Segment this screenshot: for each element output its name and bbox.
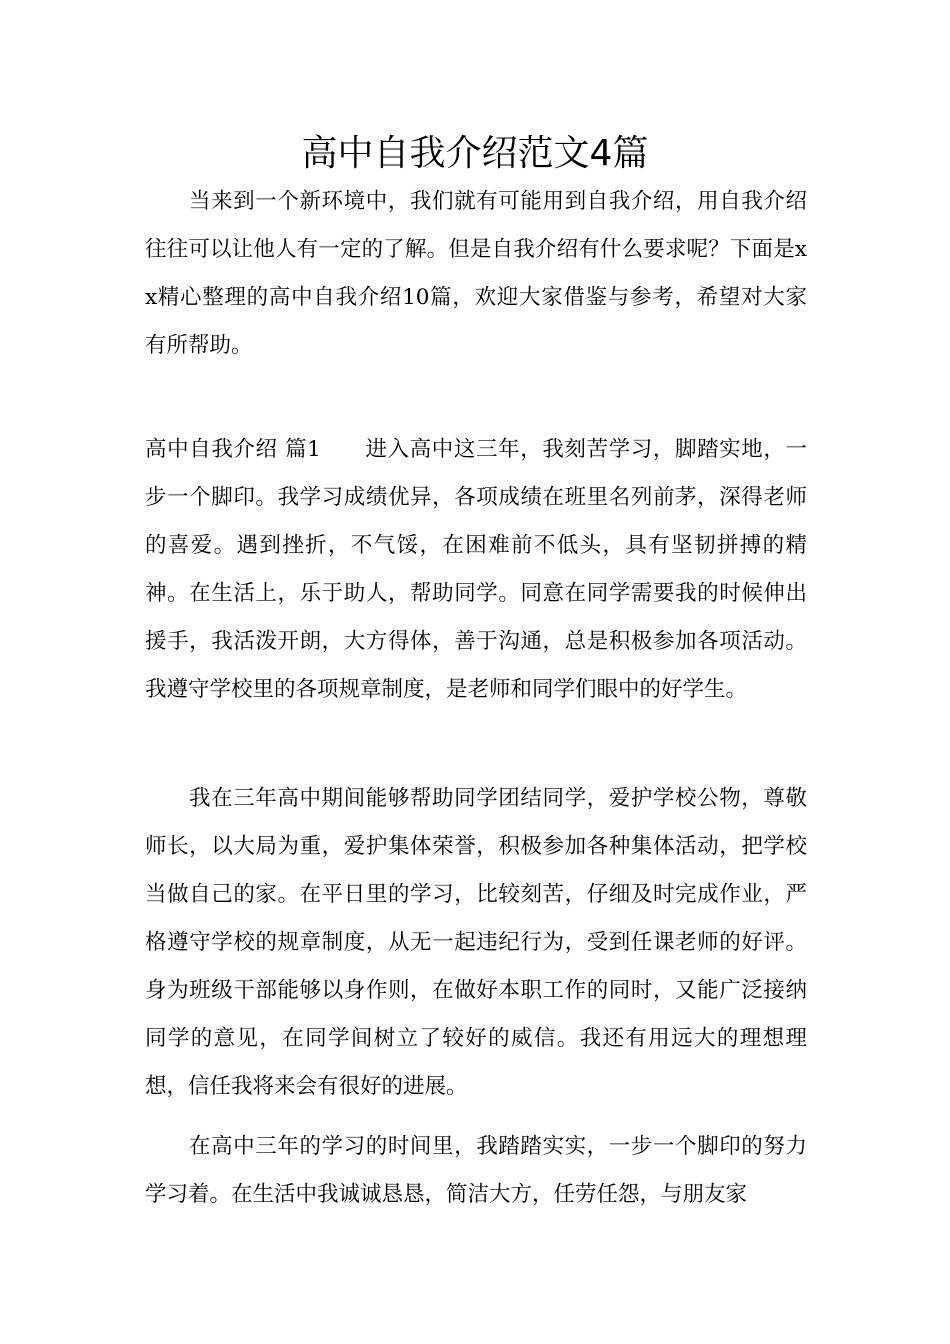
intro-paragraph: 当来到一个新环境中，我们就有可能用到自我介绍，用自我介绍往往可以让他人有一定的了解。但是自我介绍有什么要求呢？下面是xx精心整理的高中自我介绍10篇，欢迎大家借鉴与参考，希望对大家有所帮助。: [145, 189, 807, 358]
section1-paragraph-2: 我在三年高中期间能够帮助同学团结同学，爱护学校公物，尊敬师长，以大局为重，爱护集体荣誉，积极参加各种集体活动，把学校当做自己的家。在平日里的学习，比较刻苦，仔细及时完成作业，严格遵守学校的规章制度，从无一起违纪行为，受到任课老师的好评。身为班级干部能够以身作则，在做好本职工作的同时，又能广泛接纳同学的意见，在同学间树立了较好的威信。我还有用远大的理想理想，信任我将来会有很好的进展。: [145, 786, 807, 1099]
document-title: 高中自我介绍范文4篇: [301, 133, 649, 174]
section1-first-paragraph: [145, 426, 807, 714]
section1-paragraph-3: 在高中三年的学习的时间里，我踏踏实实，一步一个脚印的努力学习着。在生活中我诚诚恳恳，简洁大方，任劳任怨，与朋友家: [145, 1134, 807, 1207]
section1-paragraph-1-text: 进入高中这三年，我刻苦学习，脚踏实地，一步一个脚印。我学习成绩优异，各项成绩在班里名列前茅，深得老师的喜爱。遇到挫折，不气馁，在困难前不低头，具有坚韧拼搏的精神。在生活上，乐于助人，帮助同学。同意在同学需要我的时候伸出援手，我活泼开朗，大方得体，善于沟通，总是积极参加各项活动。我遵守学校里的各项规章制度，是老师和同学们眼中的好学生。: [145, 437, 807, 702]
section1-heading: 高中自我介绍 篇1: [145, 437, 321, 462]
